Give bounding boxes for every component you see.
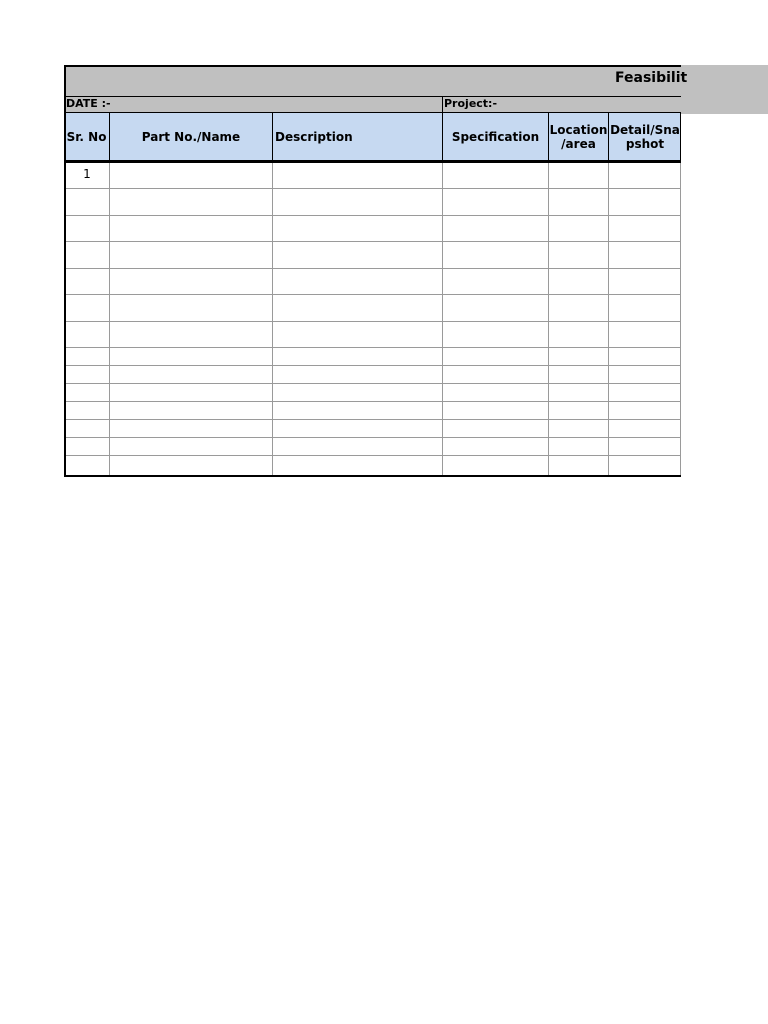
date-label: DATE :- [66, 97, 111, 110]
project-label: Project:- [444, 97, 498, 110]
column-header-sr-no: Sr. No [64, 113, 110, 160]
sheet-title: Feasibilit [615, 70, 688, 86]
column-header-part-no-name: Part No./Name [110, 113, 273, 160]
column-header-specification: Specification [443, 113, 549, 160]
sr-no-cell[interactable]: 1 [83, 167, 91, 181]
column-header-detail-snapshot: Detail/Sna pshot [610, 122, 680, 151]
column-header-description: Description [273, 113, 443, 160]
title-bar-extension [681, 65, 768, 114]
column-header-location-area: Location /area [549, 113, 609, 160]
sheet-frame [64, 65, 681, 477]
